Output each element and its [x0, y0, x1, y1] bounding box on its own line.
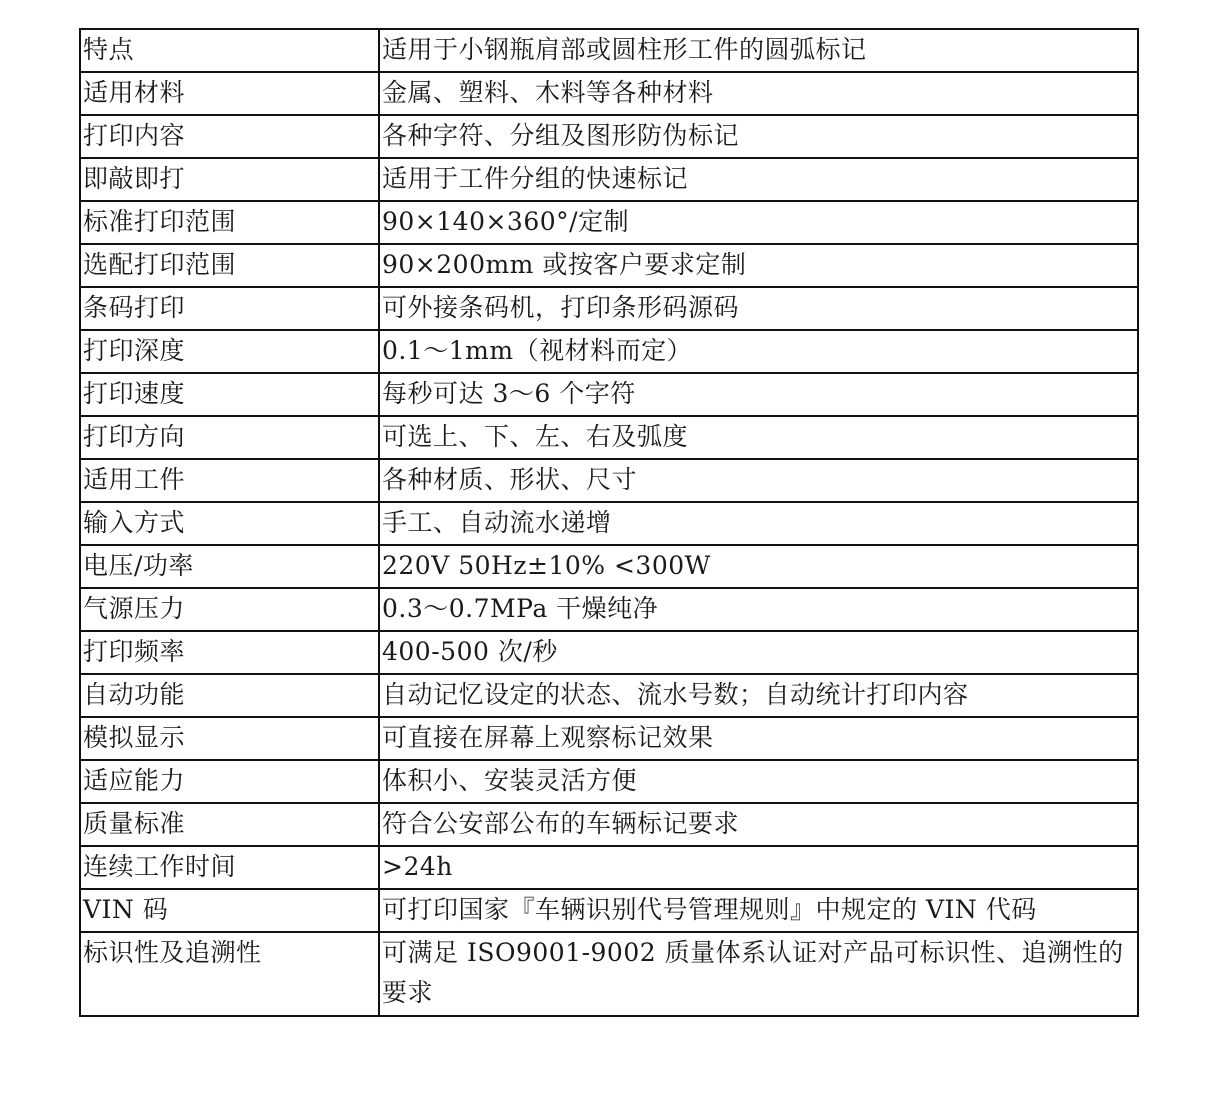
row-value: 符合公安部公布的车辆标记要求 [379, 803, 1138, 846]
spec-table [79, 28, 1139, 1017]
row-value: 90×140×360°/定制 [379, 201, 1138, 244]
row-value: 0.3～0.7MPa 干燥纯净 [379, 588, 1138, 631]
table-row [80, 932, 1138, 1016]
row-value: 400-500 次/秒 [379, 631, 1138, 674]
table-row [80, 717, 1138, 760]
table-row [80, 846, 1138, 889]
row-value: 可打印国家『车辆识别代号管理规则』中规定的 VIN 代码 [379, 889, 1138, 932]
table-row [80, 502, 1138, 545]
row-label: 选配打印范围 [80, 244, 379, 287]
table-row [80, 416, 1138, 459]
row-label: 连续工作时间 [80, 846, 379, 889]
row-label: 打印方向 [80, 416, 379, 459]
table-row [80, 889, 1138, 932]
row-label: 输入方式 [80, 502, 379, 545]
row-label: 条码打印 [80, 287, 379, 330]
row-value: 0.1～1mm（视材料而定） [379, 330, 1138, 373]
row-value: 可外接条码机，打印条形码源码 [379, 287, 1138, 330]
table-row [80, 588, 1138, 631]
row-label: 打印内容 [80, 115, 379, 158]
row-label: 质量标准 [80, 803, 379, 846]
row-value: 220V 50Hz±10% <300W [379, 545, 1138, 588]
table-row [80, 115, 1138, 158]
spec-table-body [80, 29, 1138, 1016]
table-row [80, 29, 1138, 72]
table-row [80, 244, 1138, 287]
row-value: 自动记忆设定的状态、流水号数；自动统计打印内容 [379, 674, 1138, 717]
row-label: 标准打印范围 [80, 201, 379, 244]
table-row [80, 287, 1138, 330]
row-label: 适用材料 [80, 72, 379, 115]
table-row [80, 760, 1138, 803]
row-value: >24h [379, 846, 1138, 889]
table-row [80, 201, 1138, 244]
table-row [80, 330, 1138, 373]
row-value: 手工、自动流水递增 [379, 502, 1138, 545]
table-row [80, 803, 1138, 846]
row-label: 气源压力 [80, 588, 379, 631]
table-row [80, 158, 1138, 201]
row-label: 自动功能 [80, 674, 379, 717]
table-row [80, 373, 1138, 416]
table-row [80, 459, 1138, 502]
table-row [80, 674, 1138, 717]
row-label: 模拟显示 [80, 717, 379, 760]
row-label: 即敲即打 [80, 158, 379, 201]
row-value: 金属、塑料、木料等各种材料 [379, 72, 1138, 115]
row-value: 适用于工件分组的快速标记 [379, 158, 1138, 201]
row-label: 标识性及追溯性 [80, 932, 379, 1016]
row-value: 体积小、安装灵活方便 [379, 760, 1138, 803]
table-row [80, 545, 1138, 588]
row-value: 可直接在屏幕上观察标记效果 [379, 717, 1138, 760]
row-label: 打印速度 [80, 373, 379, 416]
row-value: 可选上、下、左、右及弧度 [379, 416, 1138, 459]
table-row [80, 631, 1138, 674]
table-row [80, 72, 1138, 115]
row-value: 每秒可达 3～6 个字符 [379, 373, 1138, 416]
row-value: 可满足 ISO9001-9002 质量体系认证对产品可标识性、追溯性的要求 [379, 932, 1138, 1016]
row-label: 特点 [80, 29, 379, 72]
row-label: 适用工件 [80, 459, 379, 502]
row-label: VIN 码 [80, 889, 379, 932]
row-value: 各种字符、分组及图形防伪标记 [379, 115, 1138, 158]
row-label: 打印频率 [80, 631, 379, 674]
row-value: 90×200mm 或按客户要求定制 [379, 244, 1138, 287]
row-value: 适用于小钢瓶肩部或圆柱形工件的圆弧标记 [379, 29, 1138, 72]
row-label: 打印深度 [80, 330, 379, 373]
row-label: 电压/功率 [80, 545, 379, 588]
row-value: 各种材质、形状、尺寸 [379, 459, 1138, 502]
row-label: 适应能力 [80, 760, 379, 803]
